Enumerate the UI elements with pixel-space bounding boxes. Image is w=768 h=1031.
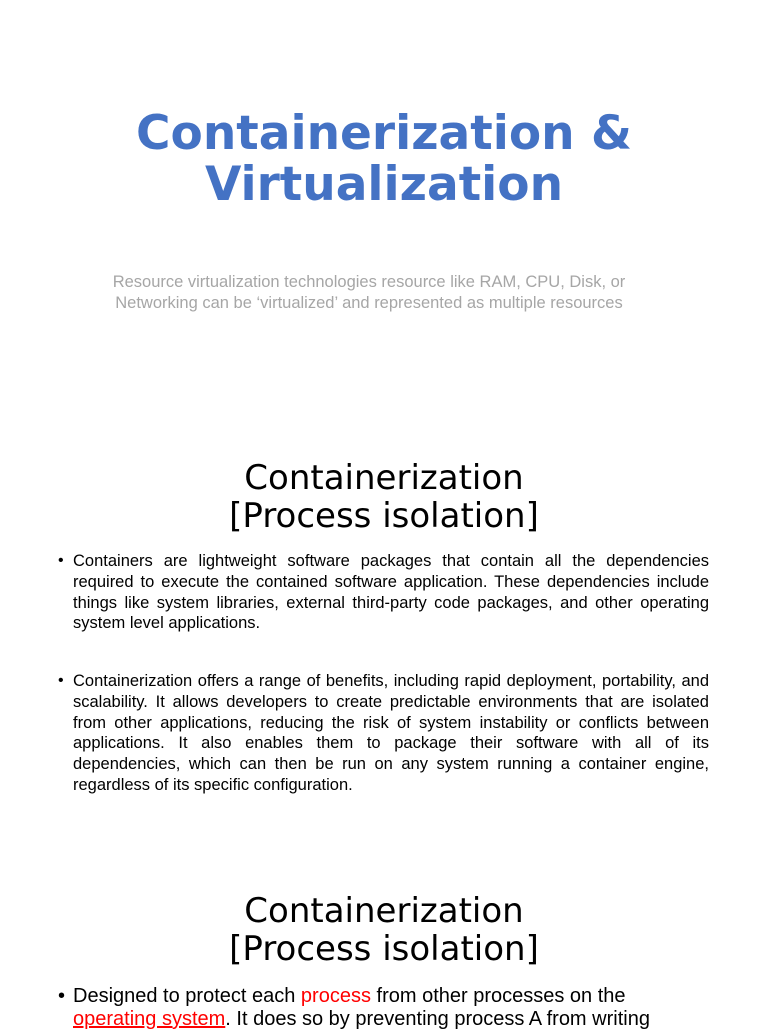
- bullet-text-part: . It does so by preventing process A from writing: [225, 1008, 650, 1030]
- bullet-text-part: from other processes on the: [370, 985, 626, 1007]
- subtitle-line-2: Networking can be ‘virtualized’ and represented as multiple resources: [115, 294, 623, 312]
- presentation-subtitle: [84, 272, 654, 314]
- bullet-item: [58, 551, 709, 634]
- section-title-line-1: Containerization: [244, 458, 524, 498]
- bullet-list: [58, 985, 709, 1031]
- bullet-icon: •: [58, 985, 66, 1007]
- bullet-item: [58, 985, 709, 1031]
- section-title-line-2: [Process isolation]: [229, 496, 539, 536]
- bullet-list: [58, 551, 709, 634]
- section-title: [0, 892, 768, 968]
- bullet-item: [58, 671, 709, 796]
- section-title-line-2: [Process isolation]: [229, 929, 539, 969]
- bullet-text: Containers are lightweight software packages that contain all the dependencies required to execute the contained software application. These dependencies include things like system libraries, external third-party code packages, and other operating system level applications.: [73, 552, 709, 633]
- subtitle-line-1: Resource virtualization technologies resource like RAM, CPU, Disk, or: [112, 273, 626, 291]
- section-title-line-1: Containerization: [244, 891, 524, 931]
- operating-system-link[interactable]: operating system: [73, 1008, 226, 1030]
- bullet-text: Containerization offers a range of benefits, including rapid deployment, portability, and scalability. It allows developers to create predictable environments that are isolated from other applications, reducing the risk of system instability or conflicts between applications. It also enables them to package their software with all of its dependencies, which can then be run on any system running a container engine, regardless of its specific configuration.: [73, 672, 709, 794]
- bullet-icon: •: [58, 552, 64, 569]
- title-line-1: Containerization &: [136, 106, 632, 161]
- bullet-list: [58, 671, 709, 796]
- bullet-icon: •: [58, 672, 64, 689]
- bullet-text-part: Designed to protect each: [73, 985, 301, 1007]
- process-link[interactable]: process: [300, 985, 371, 1007]
- title-line-2: Virtualization: [204, 157, 564, 212]
- section-title: [0, 459, 768, 535]
- presentation-title: [0, 108, 768, 210]
